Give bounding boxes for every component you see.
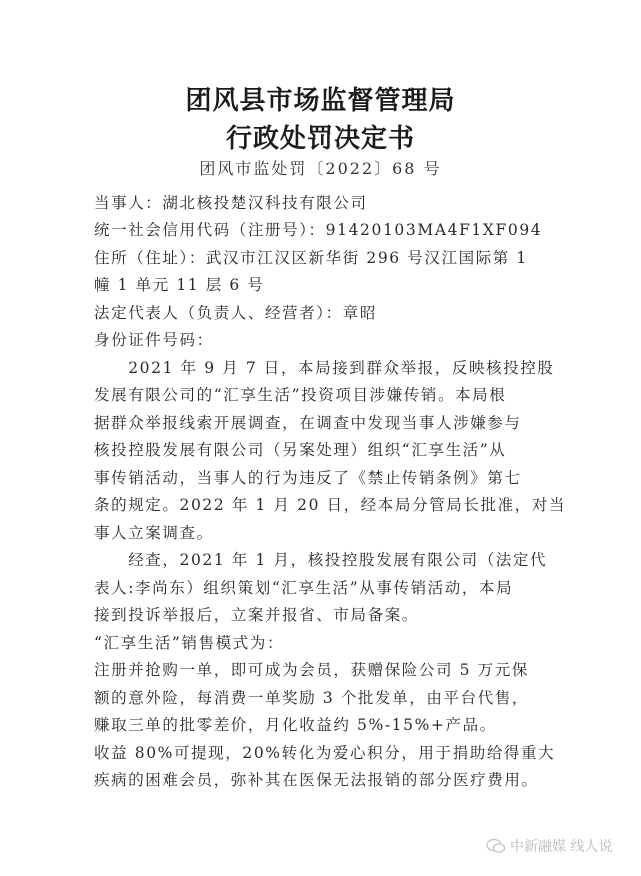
- paragraph-line: 据群众举报线索开展调查，在调查中发现当事人涉嫌参与: [94, 414, 522, 432]
- party-name-line: 当事人：湖北核投楚汉科技有限公司: [94, 194, 368, 212]
- paragraph-line: 事人立案调查。: [94, 524, 214, 542]
- sales-model-heading: “汇享生活”销售模式为：: [94, 634, 285, 652]
- wechat-icon: [486, 838, 506, 854]
- id-number-line: 身份证件号码：: [94, 331, 214, 349]
- document-number: 团风市监处罚〔2022〕68 号: [199, 159, 442, 178]
- paragraph-line: 收益 80%可提现，20%转化为爱心积分，用于捐助给得重大: [94, 744, 556, 762]
- paragraph-line: 注册并抢购一单，即可成为会员，获赠保险公司 5 万元保: [94, 661, 529, 679]
- paragraph-line: 2021 年 9 月 7 日，本局接到群众举报，反映核投控股: [94, 359, 555, 377]
- document-type-title: 行政处罚决定书: [225, 124, 415, 154]
- address-line-cont: 幢 1 单元 11 层 6 号: [94, 276, 265, 294]
- watermark-text: 中新融媒 线人说: [510, 839, 613, 855]
- watermark: [486, 836, 612, 856]
- agency-title: 团风县市场监督管理局: [185, 86, 456, 116]
- paragraph-line: 事传销活动，当事人的行为违反了《禁止传销条例》第七: [94, 469, 522, 487]
- paragraph-line: 核投控股发展有限公司（另案处理）组织“汇享生活”从: [94, 441, 507, 459]
- legal-rep-line: 法定代表人（负责人、经营者）：章昭: [94, 304, 377, 322]
- paragraph-line: 疾病的困难会员，弥补其在医保无法报销的部分医疗费用。: [94, 771, 539, 789]
- paragraph-line: 接到投诉举报后，立案并报省、市局备案。: [94, 606, 419, 624]
- paragraph-line: 赚取三单的批零差价，月化收益约 5%-15%+产品。: [94, 716, 497, 734]
- paragraph-line: 经查，2021 年 1 月，核投控股发展有限公司（法定代: [94, 551, 548, 569]
- paragraph-line: 条的规定。2022 年 1 月 20 日，经本局分管局长批准，对当: [94, 496, 566, 514]
- address-line: 住所（住址）：武汉市江汉区新华街 296 号汉江国际第 1: [94, 249, 528, 267]
- paragraph-line: 发展有限公司的“汇享生活”投资项目涉嫌传销。本局根: [94, 386, 507, 404]
- paragraph-line: 表人:李尚东）组织策划“汇享生活”从事传销活动，本局: [94, 579, 514, 597]
- paragraph-line: 额的意外险，每消费一单奖励 3 个批发单，由平台代售，: [94, 689, 529, 707]
- credit-code-line: 统一社会信用代码（注册号）：91420103MA4F1XF094: [94, 221, 543, 239]
